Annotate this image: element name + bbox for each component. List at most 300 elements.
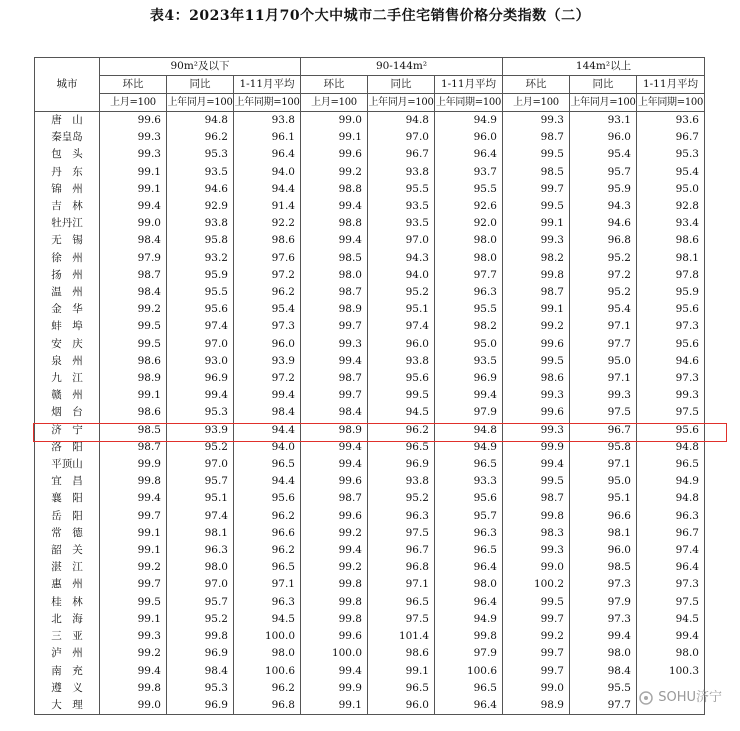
index-value-cell: 97.4 xyxy=(167,508,234,525)
index-value-cell: 99.0 xyxy=(503,559,570,576)
index-value-cell: 97.5 xyxy=(368,525,435,542)
table-row xyxy=(35,336,705,353)
index-value-cell: 96.7 xyxy=(637,525,705,542)
index-value-cell: 99.3 xyxy=(570,387,637,404)
index-value-cell: 99.7 xyxy=(301,318,368,335)
table-row xyxy=(35,250,705,267)
index-value-cell: 95.7 xyxy=(570,164,637,181)
index-value-cell: 97.5 xyxy=(570,404,637,421)
index-value-cell: 99.3 xyxy=(637,387,705,404)
index-value-cell: 99.4 xyxy=(167,387,234,404)
index-value-cell: 96.8 xyxy=(234,697,301,715)
index-value-cell: 96.3 xyxy=(435,284,503,301)
index-value-cell: 98.2 xyxy=(435,318,503,335)
subcolumn-header: 1-11月平均 xyxy=(435,76,503,94)
index-value-cell: 95.2 xyxy=(570,284,637,301)
index-value-cell: 92.2 xyxy=(234,215,301,232)
index-value-cell: 98.4 xyxy=(100,284,167,301)
index-value-cell: 93.8 xyxy=(368,473,435,490)
index-value-cell: 99.6 xyxy=(503,404,570,421)
index-value-cell: 99.8 xyxy=(503,267,570,284)
index-value-cell: 96.9 xyxy=(435,370,503,387)
index-value-cell: 96.9 xyxy=(368,456,435,473)
table-row xyxy=(35,645,705,662)
table-row xyxy=(35,456,705,473)
city-cell: 遵 义 xyxy=(35,680,100,697)
index-value-cell: 93.6 xyxy=(637,112,705,130)
index-value-cell: 96.5 xyxy=(435,456,503,473)
index-value-cell: 94.6 xyxy=(637,353,705,370)
index-value-cell: 99.7 xyxy=(503,611,570,628)
index-value-cell: 99.4 xyxy=(435,387,503,404)
index-value-cell: 98.4 xyxy=(570,663,637,680)
index-value-cell: 98.6 xyxy=(368,645,435,662)
group-header-medium: 90-144m² xyxy=(301,58,503,76)
index-value-cell: 98.9 xyxy=(301,422,368,439)
index-value-cell: 99.7 xyxy=(503,645,570,662)
city-cell: 宜 昌 xyxy=(35,473,100,490)
index-value-cell: 97.2 xyxy=(570,267,637,284)
index-value-cell: 99.2 xyxy=(503,628,570,645)
subcolumn-header: 环比 xyxy=(301,76,368,94)
city-cell: 韶 关 xyxy=(35,542,100,559)
index-value-cell: 96.7 xyxy=(637,129,705,146)
city-cell: 泉 州 xyxy=(35,353,100,370)
table-row xyxy=(35,112,705,130)
index-value-cell: 98.5 xyxy=(301,250,368,267)
index-value-cell: 93.9 xyxy=(167,422,234,439)
table-row xyxy=(35,594,705,611)
index-value-cell: 96.6 xyxy=(570,508,637,525)
index-value-cell: 98.9 xyxy=(503,697,570,715)
index-value-cell: 98.0 xyxy=(167,559,234,576)
sohu-logo-icon xyxy=(637,691,655,705)
index-value-cell: 96.0 xyxy=(435,129,503,146)
index-value-cell: 96.2 xyxy=(234,284,301,301)
index-value-cell: 99.1 xyxy=(100,387,167,404)
index-value-cell: 96.4 xyxy=(234,146,301,163)
index-value-cell: 98.7 xyxy=(100,267,167,284)
index-value-cell: 98.0 xyxy=(435,576,503,593)
index-value-cell: 94.9 xyxy=(637,473,705,490)
index-value-cell: 98.7 xyxy=(503,129,570,146)
index-value-cell: 96.3 xyxy=(234,594,301,611)
table-row xyxy=(35,490,705,507)
index-value-cell: 96.4 xyxy=(435,594,503,611)
index-value-cell: 96.9 xyxy=(167,697,234,715)
index-value-cell: 96.3 xyxy=(435,525,503,542)
index-value-cell: 95.5 xyxy=(435,181,503,198)
index-value-cell: 95.9 xyxy=(637,284,705,301)
index-value-cell: 98.3 xyxy=(503,525,570,542)
index-value-cell: 95.0 xyxy=(570,473,637,490)
city-cell: 惠 州 xyxy=(35,576,100,593)
index-value-cell: 99.4 xyxy=(637,628,705,645)
index-value-cell: 98.7 xyxy=(503,284,570,301)
table-row xyxy=(35,611,705,628)
table-row xyxy=(35,318,705,335)
city-cell: 唐 山 xyxy=(35,112,100,130)
group-header-large: 144m²以上 xyxy=(503,58,705,76)
index-value-cell: 97.1 xyxy=(570,318,637,335)
index-value-cell: 99.6 xyxy=(301,628,368,645)
index-value-cell: 92.6 xyxy=(435,198,503,215)
index-value-cell: 99.6 xyxy=(503,336,570,353)
index-value-cell: 94.6 xyxy=(570,215,637,232)
index-value-cell: 97.3 xyxy=(637,370,705,387)
index-value-cell: 93.8 xyxy=(368,164,435,181)
index-value-cell: 96.9 xyxy=(167,645,234,662)
index-value-cell: 98.8 xyxy=(301,215,368,232)
table-row xyxy=(35,301,705,318)
index-value-cell: 98.4 xyxy=(301,404,368,421)
index-value-cell: 96.1 xyxy=(234,129,301,146)
watermark-text: SOHU济宁 xyxy=(658,690,722,705)
unit-header: 上年同期=100 xyxy=(435,94,503,112)
city-cell: 大 理 xyxy=(35,697,100,715)
index-value-cell: 94.9 xyxy=(435,439,503,456)
index-value-cell: 97.4 xyxy=(167,318,234,335)
index-value-cell: 97.3 xyxy=(570,611,637,628)
city-cell: 包 头 xyxy=(35,146,100,163)
index-value-cell: 94.9 xyxy=(435,611,503,628)
index-value-cell: 99.6 xyxy=(100,112,167,130)
index-value-cell: 97.5 xyxy=(637,404,705,421)
index-value-cell: 95.0 xyxy=(570,353,637,370)
index-value-cell: 99.6 xyxy=(301,508,368,525)
table-title: 表4：2023年11月70个大中城市二手住宅销售价格分类指数（二） xyxy=(149,8,591,24)
index-value-cell: 95.3 xyxy=(637,146,705,163)
table-row xyxy=(35,284,705,301)
index-value-cell: 99.4 xyxy=(570,628,637,645)
index-value-cell: 97.9 xyxy=(435,404,503,421)
table-row xyxy=(35,404,705,421)
unit-header: 上年同月=100 xyxy=(167,94,234,112)
index-value-cell: 99.4 xyxy=(100,198,167,215)
index-value-cell: 97.3 xyxy=(570,576,637,593)
city-cell: 温 州 xyxy=(35,284,100,301)
index-value-cell: 99.7 xyxy=(503,663,570,680)
unit-header-row xyxy=(35,94,705,112)
index-value-cell: 101.4 xyxy=(368,628,435,645)
index-value-cell: 99.5 xyxy=(368,387,435,404)
index-value-cell: 99.1 xyxy=(100,525,167,542)
table-row xyxy=(35,576,705,593)
index-value-cell: 98.6 xyxy=(503,370,570,387)
city-cell: 无 锡 xyxy=(35,232,100,249)
index-value-cell: 97.4 xyxy=(637,542,705,559)
index-value-cell: 99.8 xyxy=(301,611,368,628)
index-value-cell: 99.4 xyxy=(301,663,368,680)
watermark xyxy=(637,686,722,705)
index-value-cell: 99.4 xyxy=(234,387,301,404)
index-value-cell: 99.4 xyxy=(301,439,368,456)
table-row xyxy=(35,525,705,542)
index-value-cell: 95.2 xyxy=(167,611,234,628)
index-value-cell: 95.8 xyxy=(167,232,234,249)
table-row xyxy=(35,663,705,680)
index-value-cell: 99.7 xyxy=(100,576,167,593)
city-cell: 丹 东 xyxy=(35,164,100,181)
index-value-cell: 95.5 xyxy=(570,680,637,697)
unit-header: 上年同期=100 xyxy=(234,94,301,112)
index-value-cell: 99.2 xyxy=(100,559,167,576)
subcolumn-header: 1-11月平均 xyxy=(637,76,705,94)
index-value-cell: 96.5 xyxy=(368,594,435,611)
table-row xyxy=(35,353,705,370)
index-value-cell: 98.0 xyxy=(435,232,503,249)
index-value-cell: 96.0 xyxy=(368,336,435,353)
index-value-cell: 92.8 xyxy=(637,198,705,215)
table-row xyxy=(35,473,705,490)
index-value-cell: 97.7 xyxy=(435,267,503,284)
index-value-cell: 99.1 xyxy=(503,301,570,318)
index-value-cell: 99.4 xyxy=(100,490,167,507)
index-value-cell: 94.3 xyxy=(368,250,435,267)
city-cell: 北 海 xyxy=(35,611,100,628)
index-value-cell: 94.5 xyxy=(368,404,435,421)
table-row xyxy=(35,628,705,645)
index-value-cell: 97.9 xyxy=(570,594,637,611)
index-value-cell: 99.4 xyxy=(100,663,167,680)
index-value-cell: 92.0 xyxy=(435,215,503,232)
index-value-cell: 96.5 xyxy=(368,439,435,456)
city-cell: 安 庆 xyxy=(35,336,100,353)
index-value-cell: 99.8 xyxy=(301,576,368,593)
row-highlight-box xyxy=(33,423,727,442)
index-value-cell: 94.6 xyxy=(167,181,234,198)
index-value-cell: 99.8 xyxy=(503,508,570,525)
index-value-cell: 100.6 xyxy=(234,663,301,680)
index-value-cell: 99.1 xyxy=(100,181,167,198)
index-value-cell: 99.8 xyxy=(100,473,167,490)
index-value-cell: 98.8 xyxy=(301,181,368,198)
city-cell: 蚌 埠 xyxy=(35,318,100,335)
index-value-cell: 99.5 xyxy=(100,594,167,611)
index-value-cell: 98.7 xyxy=(503,490,570,507)
city-cell: 金 华 xyxy=(35,301,100,318)
index-value-cell: 93.2 xyxy=(167,250,234,267)
unit-header: 上年同期=100 xyxy=(637,94,705,112)
city-cell: 湛 江 xyxy=(35,559,100,576)
index-value-cell: 99.3 xyxy=(503,232,570,249)
city-cell: 锦 州 xyxy=(35,181,100,198)
index-value-cell: 95.3 xyxy=(167,404,234,421)
index-value-cell: 93.3 xyxy=(435,473,503,490)
index-value-cell: 96.4 xyxy=(637,559,705,576)
index-value-cell: 99.6 xyxy=(301,146,368,163)
city-cell: 烟 台 xyxy=(35,404,100,421)
index-value-cell: 99.1 xyxy=(503,215,570,232)
index-value-cell: 98.0 xyxy=(301,267,368,284)
index-value-cell: 96.3 xyxy=(368,508,435,525)
index-value-cell: 99.3 xyxy=(503,542,570,559)
index-value-cell: 95.7 xyxy=(435,508,503,525)
index-value-cell: 99.7 xyxy=(503,181,570,198)
index-value-cell: 97.3 xyxy=(637,576,705,593)
index-value-cell: 96.5 xyxy=(368,680,435,697)
city-cell: 九 江 xyxy=(35,370,100,387)
index-value-cell: 98.6 xyxy=(234,232,301,249)
table-row xyxy=(35,508,705,525)
index-value-cell: 96.0 xyxy=(570,542,637,559)
table-row xyxy=(35,697,705,715)
index-value-cell: 99.6 xyxy=(301,473,368,490)
index-value-cell: 97.1 xyxy=(234,576,301,593)
index-value-cell: 98.1 xyxy=(167,525,234,542)
index-value-cell: 96.7 xyxy=(368,542,435,559)
index-value-cell: 94.9 xyxy=(435,112,503,130)
unit-header: 上月=100 xyxy=(100,94,167,112)
index-value-cell: 99.1 xyxy=(301,697,368,715)
index-value-cell: 93.4 xyxy=(637,215,705,232)
subcolumn-header: 环比 xyxy=(100,76,167,94)
table-row xyxy=(35,542,705,559)
index-value-cell: 99.0 xyxy=(503,680,570,697)
index-value-cell: 98.1 xyxy=(570,525,637,542)
index-value-cell: 98.7 xyxy=(301,370,368,387)
table-row xyxy=(35,370,705,387)
index-value-cell: 98.1 xyxy=(637,250,705,267)
index-value-cell: 98.5 xyxy=(503,164,570,181)
index-value-cell: 99.9 xyxy=(100,456,167,473)
index-value-cell: 99.5 xyxy=(503,473,570,490)
index-value-cell: 99.5 xyxy=(503,198,570,215)
index-value-cell: 95.5 xyxy=(435,301,503,318)
index-value-cell: 99.7 xyxy=(301,387,368,404)
index-value-cell: 96.4 xyxy=(435,559,503,576)
table-body xyxy=(35,112,705,715)
index-value-cell: 96.2 xyxy=(234,680,301,697)
index-value-cell: 98.0 xyxy=(435,250,503,267)
index-value-cell: 98.5 xyxy=(570,559,637,576)
index-value-cell: 95.1 xyxy=(368,301,435,318)
table-row xyxy=(35,680,705,697)
city-cell: 扬 州 xyxy=(35,267,100,284)
subcolumn-header: 同比 xyxy=(167,76,234,94)
index-value-cell: 94.3 xyxy=(570,198,637,215)
index-value-cell: 97.2 xyxy=(234,370,301,387)
index-value-cell: 100.3 xyxy=(637,663,705,680)
index-value-cell: 97.1 xyxy=(570,456,637,473)
index-value-cell: 95.4 xyxy=(637,164,705,181)
index-value-cell: 96.5 xyxy=(435,542,503,559)
index-value-cell: 93.9 xyxy=(234,353,301,370)
index-value-cell: 94.4 xyxy=(234,422,301,439)
index-value-cell: 94.8 xyxy=(435,422,503,439)
index-value-cell: 97.0 xyxy=(167,576,234,593)
index-value-cell: 99.4 xyxy=(503,456,570,473)
index-value-cell: 97.0 xyxy=(368,129,435,146)
city-cell: 秦皇岛 xyxy=(35,129,100,146)
index-value-cell: 95.0 xyxy=(637,181,705,198)
table-row xyxy=(35,146,705,163)
index-value-cell: 94.0 xyxy=(368,267,435,284)
index-value-cell: 99.8 xyxy=(435,628,503,645)
index-value-cell: 98.0 xyxy=(570,645,637,662)
index-value-cell: 93.5 xyxy=(368,198,435,215)
index-value-cell: 97.1 xyxy=(570,370,637,387)
subcolumn-header: 环比 xyxy=(503,76,570,94)
city-cell: 徐 州 xyxy=(35,250,100,267)
index-value-cell: 97.1 xyxy=(368,576,435,593)
index-value-cell: 98.4 xyxy=(167,663,234,680)
index-value-cell: 99.2 xyxy=(503,318,570,335)
index-value-cell: 95.7 xyxy=(167,594,234,611)
index-value-cell: 96.9 xyxy=(167,370,234,387)
index-value-cell: 97.4 xyxy=(368,318,435,335)
index-value-cell: 94.0 xyxy=(234,164,301,181)
index-value-cell: 93.5 xyxy=(368,215,435,232)
index-value-cell: 96.3 xyxy=(637,508,705,525)
index-value-cell: 99.5 xyxy=(503,146,570,163)
index-value-cell: 98.6 xyxy=(100,353,167,370)
index-value-cell: 99.8 xyxy=(301,594,368,611)
index-value-cell: 96.4 xyxy=(435,146,503,163)
index-value-cell: 99.2 xyxy=(301,164,368,181)
index-value-cell: 96.8 xyxy=(368,559,435,576)
index-value-cell: 95.4 xyxy=(570,301,637,318)
price-index-table xyxy=(34,57,705,715)
index-value-cell: 98.5 xyxy=(100,422,167,439)
index-value-cell: 91.4 xyxy=(234,198,301,215)
index-value-cell: 99.2 xyxy=(100,645,167,662)
index-value-cell: 96.0 xyxy=(570,129,637,146)
index-value-cell: 99.1 xyxy=(100,164,167,181)
index-value-cell: 94.0 xyxy=(234,439,301,456)
index-value-cell: 99.3 xyxy=(503,112,570,130)
index-value-cell: 95.6 xyxy=(637,422,705,439)
index-value-cell: 99.3 xyxy=(503,422,570,439)
index-value-cell: 92.9 xyxy=(167,198,234,215)
index-value-cell: 99.5 xyxy=(100,336,167,353)
index-value-cell: 99.5 xyxy=(503,594,570,611)
index-value-cell: 95.0 xyxy=(435,336,503,353)
city-cell: 洛 阳 xyxy=(35,439,100,456)
index-value-cell: 96.7 xyxy=(368,146,435,163)
city-cell: 吉 林 xyxy=(35,198,100,215)
index-value-cell: 93.0 xyxy=(167,353,234,370)
index-value-cell: 93.8 xyxy=(368,353,435,370)
index-value-cell: 95.9 xyxy=(570,181,637,198)
index-value-cell: 98.0 xyxy=(637,645,705,662)
table-row xyxy=(35,232,705,249)
index-value-cell: 99.3 xyxy=(100,129,167,146)
index-value-cell: 97.6 xyxy=(234,250,301,267)
index-value-cell: 98.4 xyxy=(100,232,167,249)
index-value-cell: 99.3 xyxy=(100,628,167,645)
index-value-cell: 93.5 xyxy=(435,353,503,370)
index-value-cell: 96.6 xyxy=(234,525,301,542)
index-value-cell: 98.2 xyxy=(503,250,570,267)
index-value-cell: 96.0 xyxy=(368,697,435,715)
index-value-cell: 97.9 xyxy=(100,250,167,267)
subcolumn-header: 同比 xyxy=(368,76,435,94)
index-value-cell: 97.3 xyxy=(234,318,301,335)
index-value-cell: 94.4 xyxy=(234,473,301,490)
index-value-cell: 99.0 xyxy=(100,215,167,232)
index-value-cell: 95.6 xyxy=(234,490,301,507)
index-value-cell: 96.3 xyxy=(167,542,234,559)
index-value-cell: 98.7 xyxy=(301,490,368,507)
city-cell: 牡丹江 xyxy=(35,215,100,232)
city-cell: 常 德 xyxy=(35,525,100,542)
index-value-cell: 96.5 xyxy=(637,456,705,473)
city-cell: 泸 州 xyxy=(35,645,100,662)
index-value-cell: 95.2 xyxy=(167,439,234,456)
index-value-cell: 99.2 xyxy=(301,525,368,542)
index-value-cell: 95.5 xyxy=(368,181,435,198)
